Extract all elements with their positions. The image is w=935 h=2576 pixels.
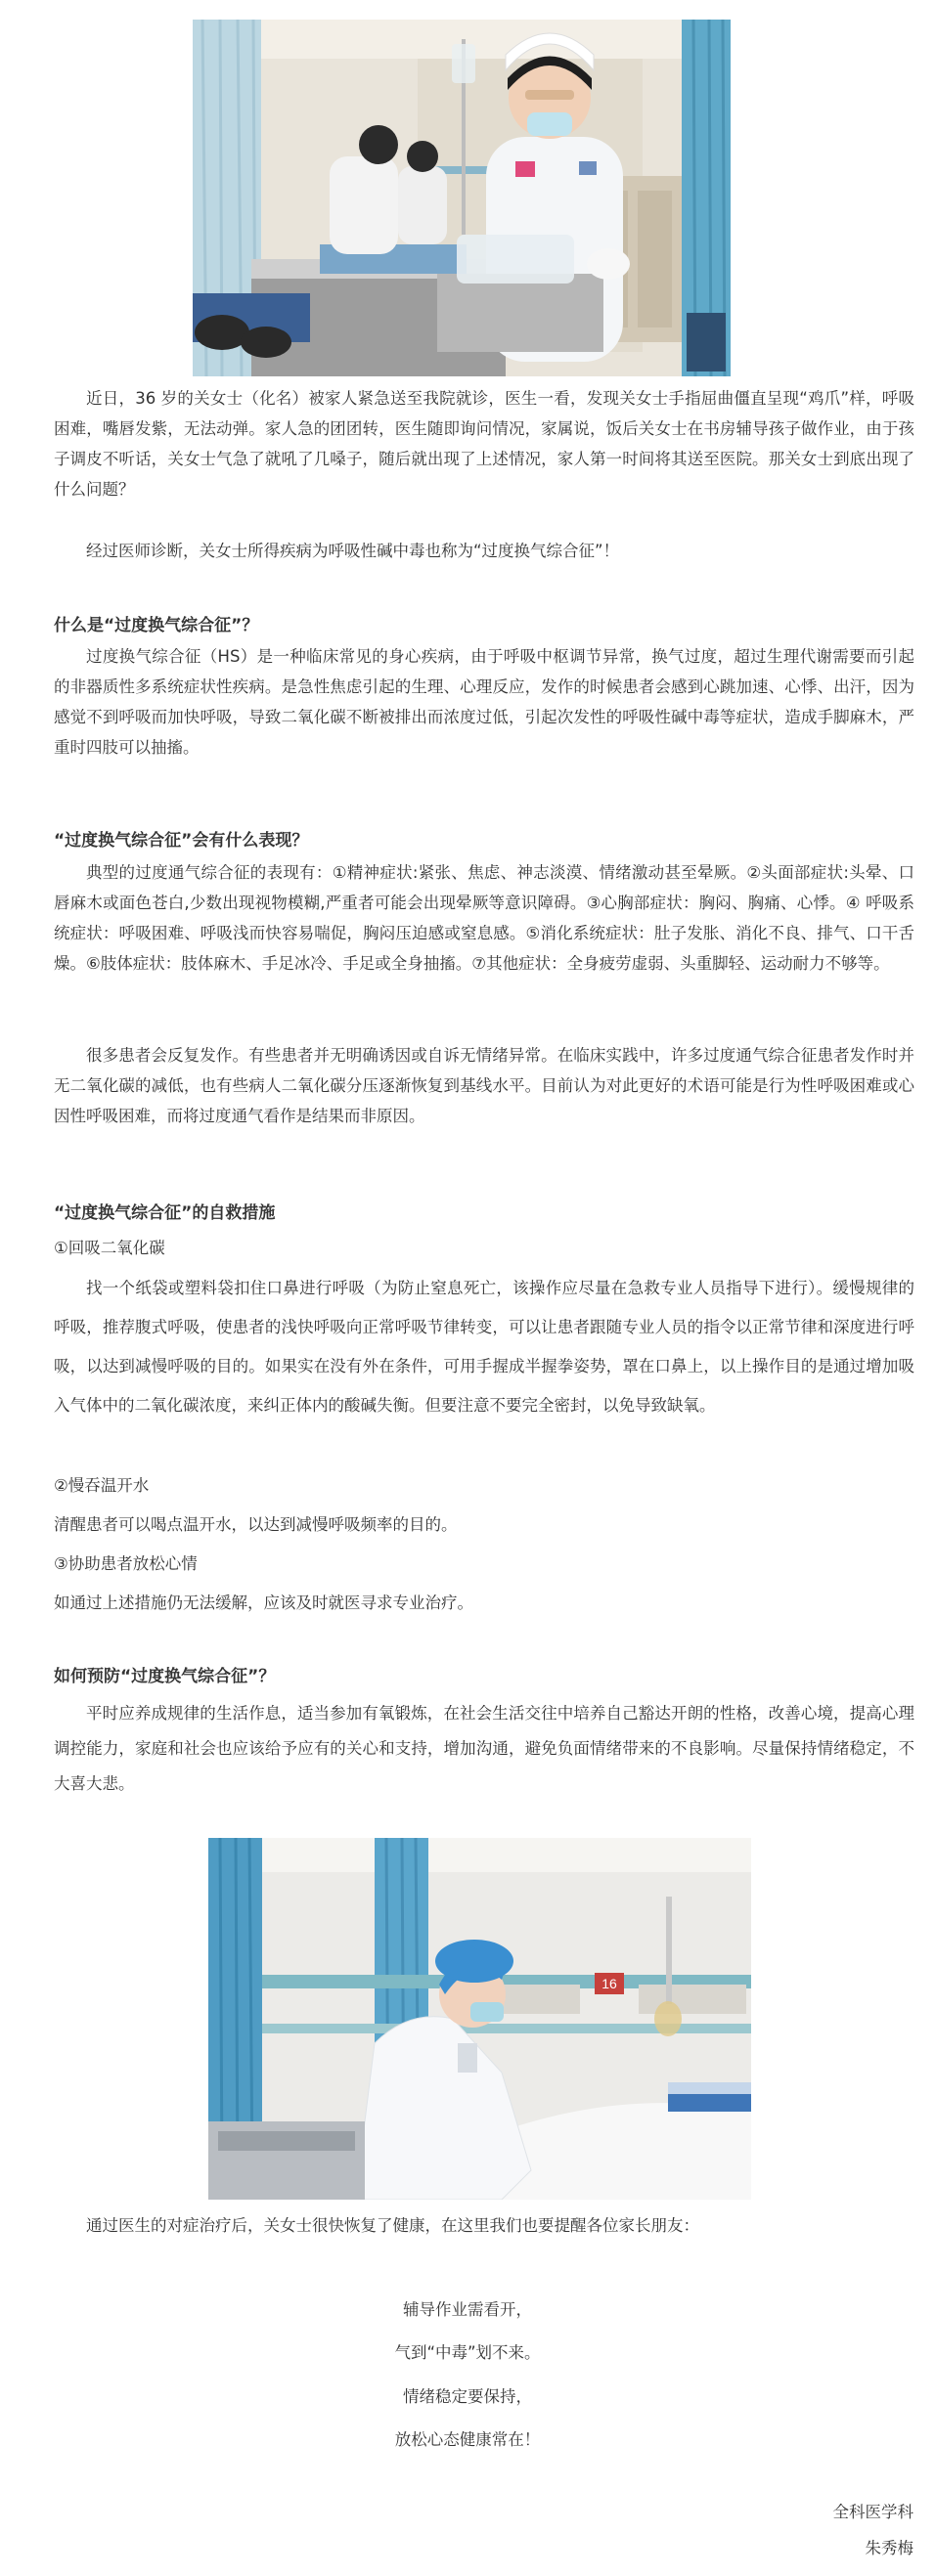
closing-poem-line-3: 情绪稳定要保持， <box>403 2387 532 2406</box>
self-rescue-item-2-body: 清醒患者可以喝点温开水，以达到减慢呼吸频率的目的。 <box>54 1515 458 1534</box>
svg-text:16: 16 <box>601 1976 617 1991</box>
self-rescue-item-2-title: ②慢吞温开水 <box>54 1476 150 1495</box>
closing-paragraph: 通过医生的对症治疗后，关女士很快恢复了健康，在这里我们也要提醒各位家长朋友： <box>86 2216 699 2235</box>
self-rescue-item-3-body: 如通过上述措施仍无法缓解，应该及时就医寻求专业治疗。 <box>54 1594 473 1612</box>
closing-poem-line-4: 放松心态健康常在！ <box>394 2430 541 2449</box>
intro-paragraph-2: 经过医师诊断，关女士所得疾病为呼吸性碱中毒也称为“过度换气综合征”！ <box>86 542 620 560</box>
section-symptoms-body-2: 很多患者会反复发作。有些患者并无明确诱因或自诉无情绪异常。在临床实践中，许多过度通气综合征患者发作时并无二氧化碳的减低，也有些病人二氧化碳分压逐渐恢复到基线水平。目前认为对此更好的术语可能是行为性呼吸困难或心因性呼吸困难，而将过度通气看作是结果而非原因。 <box>54 1046 914 1125</box>
section-symptoms-body-1: 典型的过度通气综合征的表现有：①精神症状:紧张、焦虑、神志淡漠、情绪激动甚至晕厥。②头面部症状:头晕、口唇麻木或面色苍白,少数出现视物模糊,严重者可能会出现晕厥等意识障碍。③心胸部症状：胸闷、胸痛、心悸。④ 呼吸系统症状：呼吸困难、呼吸浅而快容易喘促，胸闷压迫感或窒息感。⑤消化系统症状：肚子发胀、消化不良、排气、口干舌燥。⑥肢体症状：肢体麻木、手足冰冷、手足或全身抽搐。⑦其他症状：全身疲劳虚弱、头重脚轻、运动耐力不够等。 <box>54 863 914 973</box>
nurse-at-bedside-photo <box>208 1838 751 2200</box>
self-rescue-item-1-title: ①回吸二氧化碳 <box>54 1239 165 1257</box>
section-symptoms-title: “过度换气综合征”会有什么表现？ <box>54 831 309 851</box>
closing-poem-line-1: 辅导作业需看开， <box>403 2300 532 2319</box>
section-what-is-body: 过度换气综合征（HS）是一种临床常见的身心疾病，由于呼吸中枢调节异常，换气过度，超过生理代谢需要而引起的非器质性多系统症状性疾病。是急性焦虑引起的生理、心理反应，发作的时候患者会感到心跳加速、心悸、出汗，因为感觉不到呼吸而加快呼吸，导致二氧化碳不断被排出而浓度过低，引起次发性的呼吸性碱中毒等症状，造成手脚麻木，严重时四肢可以抽搐。 <box>54 647 914 757</box>
signature-department: 全科医学科 <box>832 2503 913 2521</box>
section-prevention-body: 平时应养成规律的生活作息，适当参加有氧锻炼，在社会生活交往中培养自己豁达开朗的性格，改善心境，提高心理调控能力，家庭和社会也应该给予应有的关心和支持，增加沟通，避免负面情绪带来的不良影响。尽量保持情绪稳定，不大喜大悲。 <box>54 1704 914 1793</box>
intro-paragraph-1: 近日，36 岁的关女士（化名）被家人紧急送至我院就诊，医生一看，发现关女士手指屈曲僵直呈现“鸡爪”样，呼吸困难，嘴唇发紫，无法动弹。家人急的团团转，医生随即询问情况，家属说，饭后关女士在书房辅导孩子做作业，由于孩子调皮不听话，关女士气急了就吼了几嗓子，随后就出现了上述情况，家人第一时间将其送至医院。那关女士到底出现了什么问题？ <box>54 389 914 499</box>
section-prevention-title: 如何预防“过度换气综合征”？ <box>54 1667 276 1686</box>
closing-poem-line-2: 气到“中毒”划不来。 <box>394 2343 541 2362</box>
section-what-is-title: 什么是“过度换气综合征”？ <box>54 616 259 635</box>
self-rescue-item-1-body: 找一个纸袋或塑料袋扣住口鼻进行呼吸（为防止窒息死亡，该操作应尽量在急救专业人员指导下进行）。缓慢规律的呼吸，推荐腹式呼吸，使患者的浅快呼吸向正常呼吸节律转变，可以让患者跟随专业人员的指令以正常节律和深度进行呼吸，以达到减慢呼吸的目的。如果实在没有外在条件，可用手握成半握拳姿势，罩在口鼻上，以上操作目的是通过增加吸入气体中的二氧化碳浓度，来纠正体内的酸碱失衡。但要注意不要完全密封，以免导致缺氧。 <box>54 1279 914 1415</box>
nurse-in-emergency-room-photo <box>193 20 731 376</box>
section-self-rescue-title: “过度换气综合征”的自救措施 <box>54 1203 276 1223</box>
signature-author: 朱秀梅 <box>865 2539 913 2557</box>
self-rescue-item-3-title: ③协助患者放松心情 <box>54 1554 198 1573</box>
